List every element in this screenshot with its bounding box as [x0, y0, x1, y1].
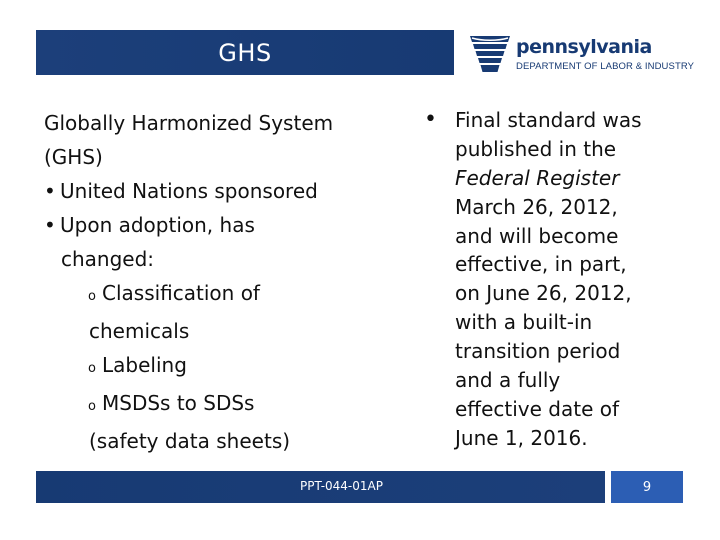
paragraph-line: March 26, 2012, [455, 194, 618, 219]
list-item [44, 208, 404, 242]
heading-line: Globally Harmonized System [44, 111, 334, 135]
sub-list-item-text: MSDSs to SDSs [102, 391, 255, 415]
sub-list-item [44, 386, 404, 424]
right-paragraph [455, 106, 694, 453]
sub-list-item [44, 348, 404, 386]
right-content [424, 106, 694, 453]
sub-list-item-text: Labeling [102, 353, 187, 377]
paragraph-line: June 1, 2016. [455, 425, 588, 450]
paragraph-line: on June 26, 2012, [455, 281, 632, 306]
sub-list-item-continuation: chemicals [89, 319, 190, 343]
bullet-icon: • [424, 107, 437, 132]
paragraph-line: and will become [455, 223, 619, 248]
paragraph-line: published in the [455, 136, 617, 161]
keystone-icon [468, 32, 512, 76]
left-content [44, 106, 404, 458]
list-item-continuation: changed: [61, 247, 155, 271]
paragraph-line: and a fully [455, 368, 561, 393]
page-number: 9 [642, 479, 652, 495]
sub-bullet-icon: o [88, 399, 96, 414]
sub-list-item-continuation: (safety data sheets) [89, 429, 291, 453]
pa-logo [468, 32, 694, 76]
footer-code: PPT-044-01AP [300, 479, 383, 493]
list-item-text: United Nations sponsored [60, 179, 318, 203]
list-item-text: Upon adoption, has [60, 213, 255, 237]
paragraph-line: transition period [455, 339, 621, 364]
paragraph-line: effective, in part, [455, 252, 627, 277]
logo-department-text: DEPARTMENT OF LABOR & INDUSTRY [516, 61, 695, 72]
paragraph-line: with a built-in [455, 310, 593, 335]
paragraph-line-italic: Federal Register [455, 165, 620, 190]
list-item [44, 174, 404, 208]
sub-list-item [44, 276, 404, 314]
title-bar [36, 30, 454, 75]
page-number-box [611, 471, 683, 503]
sub-bullet-icon: o [88, 361, 96, 376]
bullet-icon: • [44, 213, 56, 237]
slide-title: GHS [218, 38, 272, 67]
paragraph-line: effective date of [455, 396, 620, 421]
logo-brand-text: pennsylvania [516, 36, 652, 58]
bullet-icon: • [44, 179, 56, 203]
paragraph-line: Final standard was [455, 108, 642, 132]
footer-bar [36, 471, 605, 503]
sub-list-item-text: Classification of [102, 281, 260, 305]
heading-line: (GHS) [44, 145, 103, 169]
sub-bullet-icon: o [88, 289, 96, 304]
